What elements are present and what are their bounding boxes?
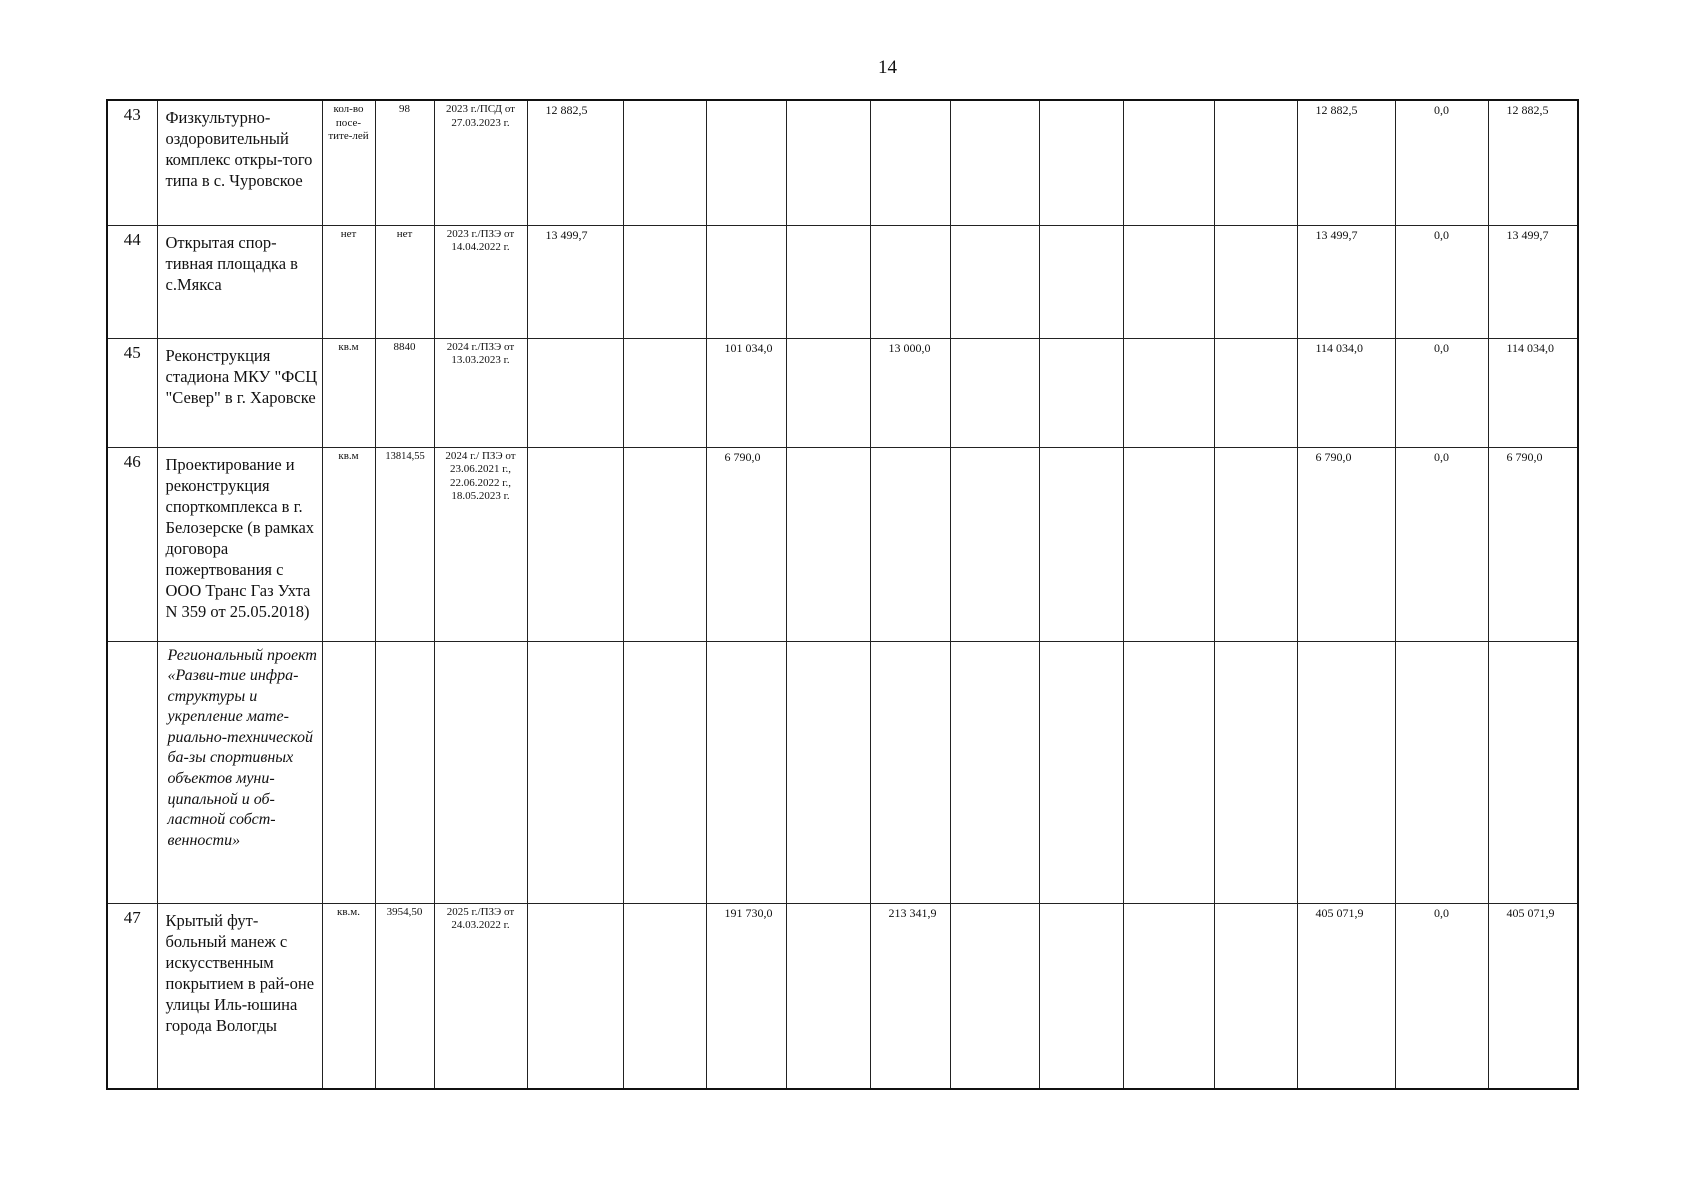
amount-col-6 — [950, 338, 1039, 447]
amount-col-8 — [1123, 100, 1214, 225]
amount-col-8 — [1123, 447, 1214, 641]
table-row — [107, 225, 1578, 338]
amount-col-9 — [1214, 903, 1297, 1089]
amount-col-1 — [527, 903, 623, 1089]
amount-col-9 — [1214, 447, 1297, 641]
design-doc — [434, 641, 527, 903]
amount-col-1 — [527, 641, 623, 903]
object-name: Физкультурно-оздоровительный комплекс откры-того типа в с. Чуровское — [157, 100, 322, 225]
final-amount: 13 499,7 — [1488, 225, 1578, 338]
final-amount: 405 071,9 — [1488, 903, 1578, 1089]
table-row — [107, 100, 1578, 225]
amount-col-2 — [623, 100, 706, 225]
amount-col-2 — [623, 447, 706, 641]
row-number: 45 — [107, 338, 157, 447]
amount-col-7 — [1039, 447, 1123, 641]
capacity: нет — [375, 225, 434, 338]
zero-amount: 0,0 — [1395, 100, 1488, 225]
total-amount: 114 034,0 — [1297, 338, 1395, 447]
design-doc: 2024 г./ПЗЭ от 13.03.2023 г. — [434, 338, 527, 447]
unit: нет — [322, 225, 375, 338]
row-number: 44 — [107, 225, 157, 338]
amount-col-8 — [1123, 641, 1214, 903]
capacity: 13814,55 — [375, 447, 434, 641]
object-name: Проектирование и реконструкция спорткомплекса в г. Белозерске (в рамках договора пожертвования с ООО Транс Газ Ухта N 359 от 25.05.2018) — [157, 447, 322, 641]
final-amount: 114 034,0 — [1488, 338, 1578, 447]
amount-col-6 — [950, 641, 1039, 903]
amount-col-3 — [706, 641, 786, 903]
design-doc: 2023 г./ПСД от 27.03.2023 г. — [434, 100, 527, 225]
amount-col-2 — [623, 903, 706, 1089]
row-number: 43 — [107, 100, 157, 225]
design-doc: 2025 г./ПЗЭ от 24.03.2022 г. — [434, 903, 527, 1089]
capacity — [375, 641, 434, 903]
amount-col-7 — [1039, 641, 1123, 903]
amount-col-5: 13 000,0 — [870, 338, 950, 447]
amount-col-9 — [1214, 338, 1297, 447]
row-number — [107, 641, 157, 903]
unit: кол-во посе-тите-лей — [322, 100, 375, 225]
row-number: 47 — [107, 903, 157, 1089]
amount-col-1 — [527, 338, 623, 447]
unit — [322, 641, 375, 903]
table-row — [107, 641, 1578, 903]
amount-col-6 — [950, 903, 1039, 1089]
design-doc: 2024 г./ ПЗЭ от 23.06.2021 г., 22.06.2022 г., 18.05.2023 г. — [434, 447, 527, 641]
capacity: 98 — [375, 100, 434, 225]
amount-col-4 — [786, 225, 870, 338]
amount-col-6 — [950, 447, 1039, 641]
table-row — [107, 903, 1578, 1089]
total-amount — [1297, 641, 1395, 903]
amount-col-3: 101 034,0 — [706, 338, 786, 447]
amount-col-3: 191 730,0 — [706, 903, 786, 1089]
design-doc: 2023 г./ПЗЭ от 14.04.2022 г. — [434, 225, 527, 338]
amount-col-3 — [706, 100, 786, 225]
amount-col-7 — [1039, 225, 1123, 338]
amount-col-6 — [950, 225, 1039, 338]
amount-col-5: 213 341,9 — [870, 903, 950, 1089]
unit: кв.м. — [322, 903, 375, 1089]
table-row — [107, 338, 1578, 447]
amount-col-5 — [870, 447, 950, 641]
amount-col-3: 6 790,0 — [706, 447, 786, 641]
total-amount: 12 882,5 — [1297, 100, 1395, 225]
amount-col-7 — [1039, 338, 1123, 447]
amount-col-5 — [870, 225, 950, 338]
amount-col-4 — [786, 903, 870, 1089]
capacity: 3954,50 — [375, 903, 434, 1089]
final-amount: 6 790,0 — [1488, 447, 1578, 641]
unit: кв.м — [322, 338, 375, 447]
amount-col-4 — [786, 447, 870, 641]
amount-col-7 — [1039, 100, 1123, 225]
final-amount — [1488, 641, 1578, 903]
amount-col-1 — [527, 447, 623, 641]
amount-col-2 — [623, 225, 706, 338]
object-name: Реконструкция стадиона МКУ "ФСЦ "Север" в г. Харовске — [157, 338, 322, 447]
total-amount: 13 499,7 — [1297, 225, 1395, 338]
zero-amount — [1395, 641, 1488, 903]
table-row — [107, 447, 1578, 641]
regional-project-title: Региональный проект «Разви-тие инфра-структуры и укрепление мате-риально-технической ба-зы спортивных объектов муни-ципальной и об-ластной собст-венности» — [157, 641, 322, 903]
amount-col-3 — [706, 225, 786, 338]
object-name: Крытый фут-больный манеж с искусственным покрытием в рай-оне улицы Иль-юшина города Вологды — [157, 903, 322, 1089]
total-amount: 405 071,9 — [1297, 903, 1395, 1089]
amount-col-2 — [623, 338, 706, 447]
amount-col-9 — [1214, 641, 1297, 903]
amount-col-9 — [1214, 225, 1297, 338]
total-amount: 6 790,0 — [1297, 447, 1395, 641]
page-number: 14 — [878, 57, 897, 78]
amount-col-8 — [1123, 903, 1214, 1089]
amount-col-8 — [1123, 338, 1214, 447]
amount-col-9 — [1214, 100, 1297, 225]
amount-col-1: 13 499,7 — [527, 225, 623, 338]
amount-col-4 — [786, 338, 870, 447]
amount-col-4 — [786, 100, 870, 225]
zero-amount: 0,0 — [1395, 225, 1488, 338]
zero-amount: 0,0 — [1395, 447, 1488, 641]
amount-col-5 — [870, 100, 950, 225]
object-name: Открытая спор-тивная площадка в с.Мякса — [157, 225, 322, 338]
amount-col-7 — [1039, 903, 1123, 1089]
objects-table — [106, 99, 1579, 1090]
amount-col-5 — [870, 641, 950, 903]
amount-col-4 — [786, 641, 870, 903]
capacity: 8840 — [375, 338, 434, 447]
final-amount: 12 882,5 — [1488, 100, 1578, 225]
zero-amount: 0,0 — [1395, 903, 1488, 1089]
amount-col-8 — [1123, 225, 1214, 338]
amount-col-1: 12 882,5 — [527, 100, 623, 225]
zero-amount: 0,0 — [1395, 338, 1488, 447]
row-number: 46 — [107, 447, 157, 641]
amount-col-6 — [950, 100, 1039, 225]
amount-col-2 — [623, 641, 706, 903]
unit: кв.м — [322, 447, 375, 641]
